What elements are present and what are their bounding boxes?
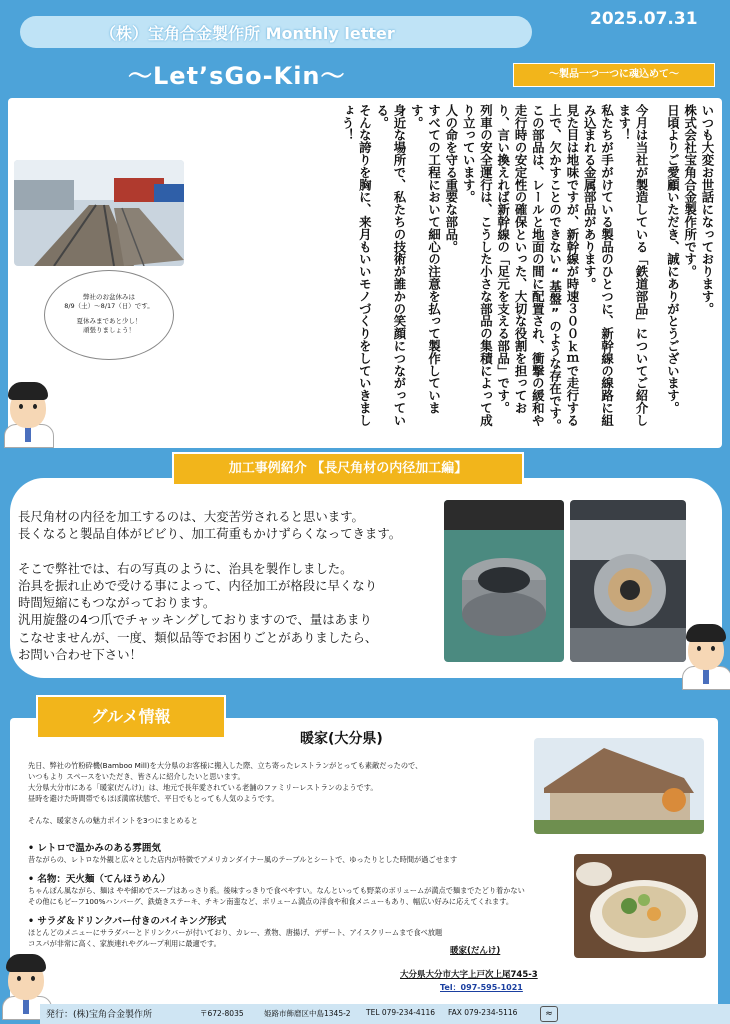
processing-line: そこで弊社では、右の写真のように、治具を製作しました。 xyxy=(18,560,353,576)
letter-paragraph: 見た目は地味ですが、新幹線が時速３００ｋｍで走行する上で、欠かすことのできない“基盤”のような存在です。 xyxy=(547,104,580,432)
bullet-icon: • xyxy=(28,874,38,885)
gourmet-point xyxy=(28,840,568,865)
lathe-jig-image xyxy=(570,500,686,662)
gourmet-point-body: 昔ながらの、レトロな外観と広々とした店内が特徴でアメリカンダイナー風のテーブルとシートで、ゆったりとした時間が過ごせます xyxy=(28,855,458,864)
bubble-line: 弊社のお盆休みは xyxy=(83,293,135,301)
tagline-tag: ～製品一つ一つに魂込めて～ xyxy=(513,63,715,87)
food-photo xyxy=(574,854,706,958)
restaurant-photo xyxy=(534,738,704,834)
lathe-jig-photo xyxy=(570,500,686,662)
gourmet-point xyxy=(28,871,568,907)
gourmet-intro-line: そんな、暖家さんの魅力ポイントを3つにまとめると xyxy=(28,816,198,825)
gourmet-intro-line: 大分県大分市にある「暖家(だんけ)」は、地元で長年愛されている老舗のファミリーレストランのようです。 xyxy=(28,783,378,792)
letter-paragraph: 身近な場所で、私たちの技術が誰かの笑顔につながっている。 xyxy=(374,104,407,427)
letter-paragraph: 私たちが手がけている製品のひとつに、新幹線の線路に組み込まれる金属部品があります。 xyxy=(582,104,615,427)
bubble-line: 8/9（土）～8/17（日）です。 xyxy=(64,302,154,310)
processing-line: 治具を振れ止めで受ける事によって、内径加工が格段に早くなり xyxy=(18,577,378,593)
processing-tag: 加工事例紹介 【長尺角材の内径加工編】 xyxy=(172,452,524,486)
letter-paragraph: 今月は当社が製造している「鉄道部品」についてご紹介します！ xyxy=(616,104,650,427)
shop-name: 暖家(だんけ) xyxy=(450,946,501,956)
gourmet-points xyxy=(28,840,568,955)
company-title: （株）宝角合金製作所 Monthly letter xyxy=(100,24,395,43)
gourmet-intro xyxy=(28,760,528,826)
railway-photo xyxy=(14,160,184,266)
processing-line xyxy=(18,543,438,560)
footer-fax: FAX 079-234-5116 xyxy=(448,1008,518,1017)
gourmet-tag: グルメ情報 xyxy=(36,695,226,739)
footer-address: 姫路市飾磨区中島1345-2 xyxy=(264,1009,351,1018)
processing-line: 長尺角材の内径を加工するのは、大変苦労されると思います。 xyxy=(18,509,364,524)
staff-avatar-2 xyxy=(680,620,730,690)
letter-paragraph: 人の命を守る重要な部品。 xyxy=(443,104,459,253)
letter-paragraph: 列車の安全運行は、こうした小さな部品の集積によって成り立っています。 xyxy=(461,104,494,427)
railway-track-image xyxy=(14,160,184,266)
gourmet-intro-line xyxy=(28,804,528,815)
footer-publisher: 発行：(株)宝角合金製作所 xyxy=(46,1010,153,1020)
gourmet-point-title xyxy=(28,840,568,854)
processing-line: お問い合わせ下さい！ xyxy=(18,647,142,663)
gourmet-intro-line: 昼時を避けた時間帯でもほぼ満席状態で、平日でもとっても人気のようです。 xyxy=(28,794,279,803)
gourmet-point-body: ほとんどのメニューにサラダバーとドリンクバーが付いており、カレー、煮物、唐揚げ、デザート、アイスクリームまで食べ放題 xyxy=(28,928,443,937)
gourmet-point-title xyxy=(28,913,568,927)
gourmet-point-body: ちゃんぽん風ながら、麺は やや細めでスープはあっさり系。後味すっきりで食べやすい。なんといっても野菜のボリュームが満点で麺までたどり着かない xyxy=(28,886,525,895)
gourmet-point-title-text: サラダ＆ドリンクバー付きのバイキング形式 xyxy=(37,916,227,927)
bullet-icon: • xyxy=(28,843,38,854)
gourmet-intro-line: 先日、弊社の竹粉砕機(Bamboo Mill)を大分県のお客様に搬入した際、立ち寄ったレストランがとっても素敵だったので、 xyxy=(28,761,423,770)
processing-line: 汎用旋盤の4つ爪でチャッキングしておりますので、量はあまり xyxy=(18,612,372,628)
footer-postal: 〒672-8035 xyxy=(200,1009,244,1018)
letter-paragraph: すべての工程において細心の注意を払って製作しています。 xyxy=(409,104,442,414)
issue-date: 2025.07.31 xyxy=(590,9,698,29)
letter-paragraph: この部品は、レールと地面の間に配置され、衝撃の緩和や走行時の安定性の確保といった、大切な役割を担っており、言い換えれば新幹線の「足元を支える部品」です。 xyxy=(495,104,546,427)
letter-paragraph: 日頃よりご愛顧いただき、誠にありがとうございます。 xyxy=(665,104,681,414)
ring-part-image xyxy=(444,500,564,662)
letter-paragraph: いつも大変お世話になっております。 xyxy=(700,104,715,315)
letter-paragraph: そんな誇りを胸に、来月もいいモノづくりをしていきましょう！ xyxy=(340,104,373,427)
gourmet-title: 暖家(大分県) xyxy=(300,731,383,747)
processing-line: こなせませんが、一度、類似品等でお困りごとがありましたら、 xyxy=(18,629,378,645)
processing-line: 時間短縮にもつながっております。 xyxy=(18,595,216,611)
shop-address: 大分県大分市大字上戸次上尾745-3 xyxy=(400,970,538,980)
processing-line: 長くなると製品自体がビビり、加工荷重もかけずらくなってきます。 xyxy=(18,526,402,542)
gourmet-point-body: コスパが非常に高く、家族連れやグループ利用に最適です。 xyxy=(28,939,221,948)
ring-part-photo xyxy=(444,500,564,662)
bullet-icon: • xyxy=(28,916,38,927)
gourmet-intro-line: いつもより スペースをいただき、皆さんに紹介したいと思います。 xyxy=(28,772,245,781)
letter-paragraph: 株式会社宝角合金製作所です。 xyxy=(682,104,698,278)
newsletter-brand: ～Let’sGo-Kin～ xyxy=(128,62,346,90)
gourmet-point-title-text: 名物：天火麺（てんほうめん） xyxy=(37,874,171,885)
gourmet-point-title xyxy=(28,871,568,885)
tenhou-men-image xyxy=(574,854,706,958)
staff-avatar-1 xyxy=(2,378,58,448)
processing-text xyxy=(18,508,438,663)
letter-paragraph xyxy=(650,104,664,432)
bubble-line: 頑張りましょう！ xyxy=(83,326,135,334)
gourmet-point-body: その他にもビーフ100%ハンバーグ、鉄焼きステーキ、チキン南蛮など、ボリューム満点の洋食や和食メニューもあり、幅広い好みに応えてくれます。 xyxy=(28,897,514,906)
shop-tel: Tel：097-595-1021 xyxy=(440,983,523,992)
vertical-letter xyxy=(188,104,716,432)
speech-bubble xyxy=(44,270,174,360)
bubble-line: 夏休みまであと少し！ xyxy=(76,317,142,325)
restaurant-image xyxy=(534,738,704,834)
gourmet-point-title-text: レトロで温かみのある雰囲気 xyxy=(37,843,161,854)
footer-tel: TEL 079-234-4116 xyxy=(366,1008,436,1017)
company-logo-icon: ≈ xyxy=(540,1006,558,1022)
